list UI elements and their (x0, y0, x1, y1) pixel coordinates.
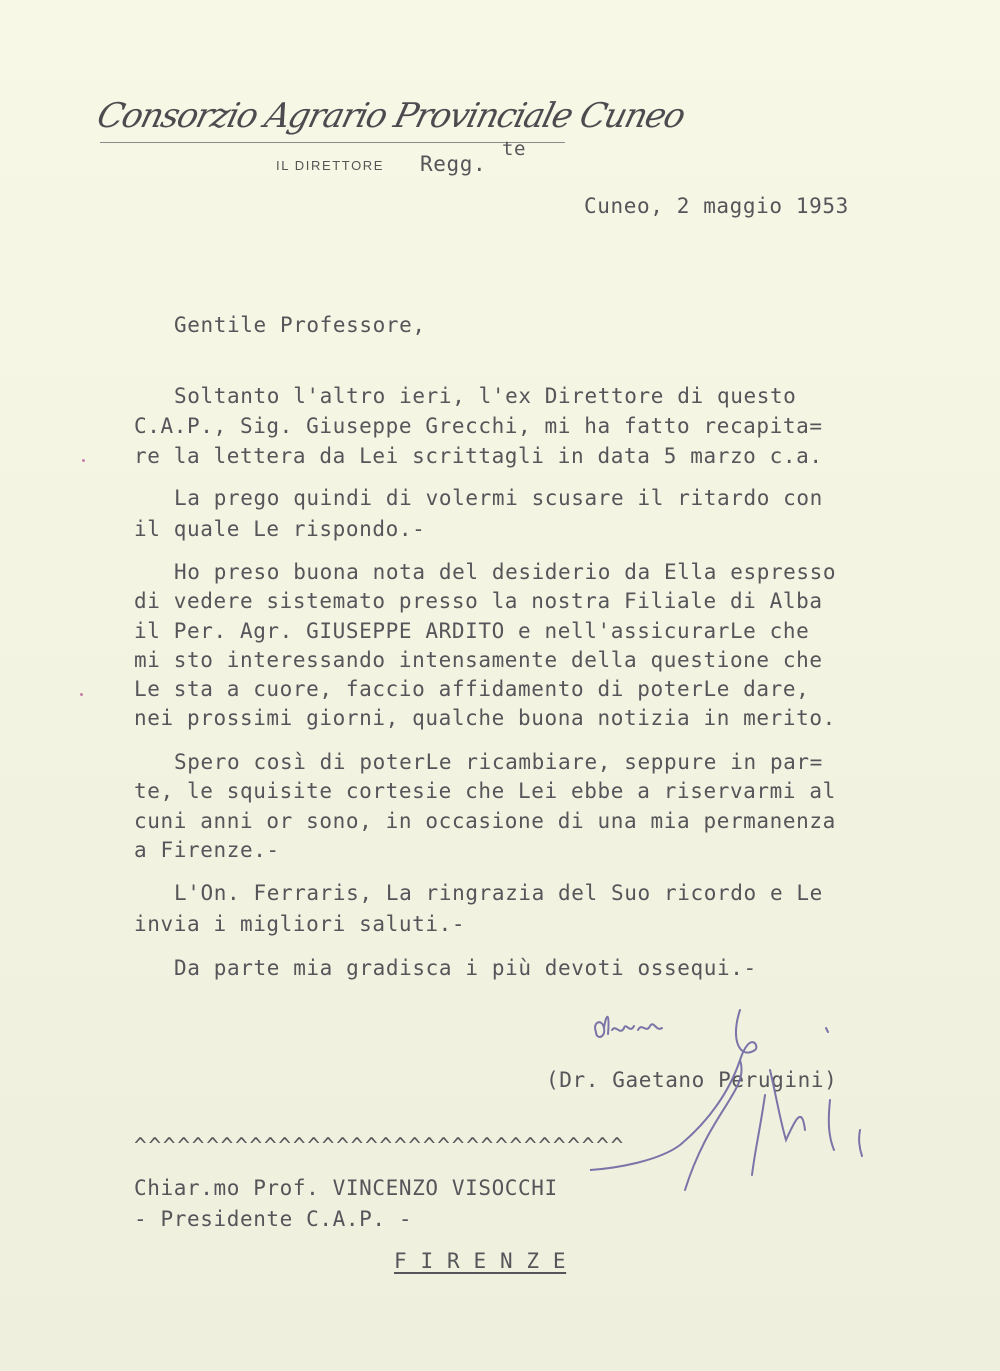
body-line: Soltanto l'altro ieri, l'ex Direttore di questo (174, 384, 797, 408)
handwritten-signature (590, 1000, 890, 1210)
addressee-city: F I R E N Z E (394, 1249, 567, 1273)
body-line: cuni anni or sono, in occasione di una mia permanenza (134, 809, 836, 833)
salutation: Gentile Professore, (174, 313, 426, 337)
body-line: Da parte mia gradisca i più devoti ossequi.- (174, 956, 757, 980)
addressee-name: Chiar.mo Prof. VINCENZO VISOCCHI (134, 1176, 558, 1200)
letterhead-title: IL DIRETTORE (276, 158, 385, 173)
body-line: te, le squisite cortesie che Lei ebbe a riservarmi al (134, 779, 836, 803)
body-line: mi sto interessando intensamente della questione che (134, 648, 823, 672)
body-line: Ho preso buona nota del desiderio da Ella espresso (174, 560, 837, 584)
body-line: C.A.P., Sig. Giuseppe Grecchi, mi ha fatto recapita= (134, 414, 823, 438)
caret-divider: ^^^^^^^^^^^^^^^^^^^^^^^^^^^^^^^^^^ (134, 1134, 626, 1158)
body-line: re la lettera da Lei scrittagli in data 5 marzo c.a. (134, 444, 823, 468)
body-line: invia i migliori saluti.- (134, 912, 466, 936)
paper-mark (80, 693, 83, 696)
letterhead-org-name: Consorzio Agrario Provinciale Cuneo (93, 96, 689, 136)
body-line: nei prossimi giorni, qualche buona notizia in merito. (134, 706, 836, 730)
letterhead-regg-superscript: te (502, 138, 527, 160)
body-line: La prego quindi di volermi scusare il ritardo con (174, 486, 823, 510)
body-line: il quale Le rispondo.- (134, 517, 426, 541)
date-line: Cuneo, 2 maggio 1953 (584, 194, 849, 218)
letterhead-rule (100, 142, 565, 143)
body-line: a Firenze.- (134, 838, 280, 862)
body-line: Le sta a cuore, faccio affidamento di poterLe dare, (134, 677, 810, 701)
addressee-title: - Presidente C.A.P. - (134, 1207, 413, 1231)
body-line: il Per. Agr. GIUSEPPE ARDITO e nell'assicurarLe che (134, 619, 810, 643)
body-line: di vedere sistemato presso la nostra Filiale di Alba (134, 589, 823, 613)
typed-signature-name: (Dr. Gaetano Perugini) (546, 1068, 838, 1092)
letterhead-regg: Regg. (420, 152, 487, 176)
body-line: Spero così di poterLe ricambiare, seppure in par= (174, 750, 823, 774)
paper-mark (82, 459, 85, 462)
body-line: L'On. Ferraris, La ringrazia del Suo ricordo e Le (174, 881, 823, 905)
